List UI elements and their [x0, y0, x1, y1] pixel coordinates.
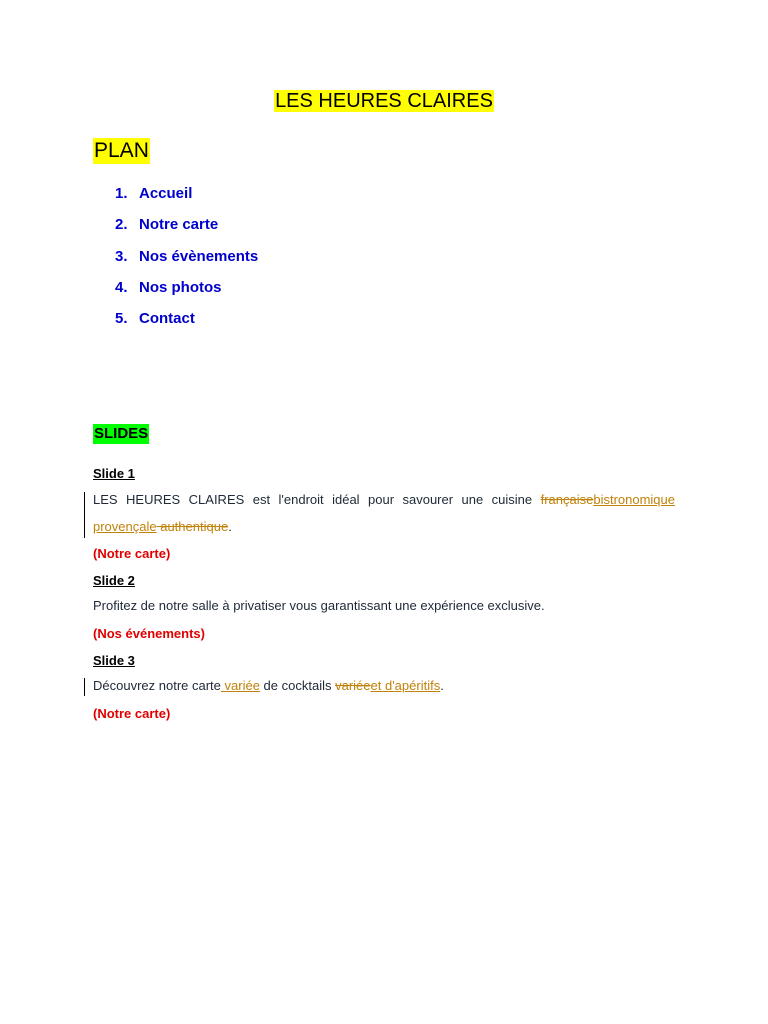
- tracked-deletion[interactable]: authentique: [156, 518, 229, 534]
- plan-item-number: 5.: [115, 310, 128, 328]
- slide-3-text-a: Découvrez notre carte: [93, 678, 221, 693]
- slides-heading: SLIDES: [94, 425, 149, 442]
- slide-1-text-b: .: [228, 518, 232, 534]
- plan-list: [115, 183, 258, 339]
- slide-2-label: Slide 2: [93, 573, 135, 588]
- plan-item-number: 3.: [115, 247, 128, 265]
- plan-item-label: Contact: [139, 310, 195, 328]
- plan-item-accueil[interactable]: [115, 183, 258, 214]
- slide-1-text-a: LES HEURES CLAIRES est l'endroit idéal pour savourer une cuisine: [93, 492, 541, 507]
- plan-item-contact[interactable]: [115, 308, 258, 339]
- slide-3-link[interactable]: (Notre carte): [93, 706, 171, 721]
- tracked-insertion[interactable]: et d'apéritifs: [370, 678, 441, 693]
- plan-item-number: 1.: [115, 185, 128, 202]
- plan-item-number: 2.: [115, 216, 128, 234]
- plan-item-notre-carte[interactable]: [115, 214, 258, 245]
- plan-item-nos-photos[interactable]: [115, 277, 258, 308]
- tracked-deletion[interactable]: variée: [335, 678, 371, 693]
- tracked-insertion[interactable]: bistronomique provençale: [93, 492, 675, 534]
- plan-item-number: 4.: [115, 278, 128, 296]
- plan-heading: PLAN: [94, 139, 149, 162]
- plan-item-nos-evenements[interactable]: [115, 246, 258, 277]
- revision-change-bar: [84, 492, 85, 538]
- document-title-text: LES HEURES CLAIRES: [275, 90, 493, 112]
- plan-item-label: Notre carte: [139, 216, 219, 234]
- tracked-insertion[interactable]: variée: [220, 678, 260, 693]
- plan-item-label: Nos évènements: [139, 247, 259, 265]
- slide-1-link[interactable]: (Notre carte): [93, 546, 171, 561]
- slide-2-text[interactable]: Profitez de notre salle à privatiser vous garantissant une expérience exclusive.: [93, 598, 545, 613]
- document-title: [0, 88, 768, 114]
- plan-item-label: Nos photos: [139, 278, 222, 296]
- tracked-deletion[interactable]: française: [540, 492, 594, 507]
- plan-item-label: Accueil: [139, 185, 193, 202]
- slide-3-text-c: .: [440, 678, 444, 693]
- slide-3-text[interactable]: [93, 673, 675, 700]
- slide-2-link[interactable]: (Nos événements): [93, 626, 205, 641]
- slide-3-label: Slide 3: [93, 653, 135, 668]
- slide-1-label: Slide 1: [93, 466, 135, 481]
- slide-3-text-b: de cocktails: [259, 678, 336, 693]
- revision-change-bar: [84, 678, 85, 696]
- slide-1-text[interactable]: [93, 487, 675, 540]
